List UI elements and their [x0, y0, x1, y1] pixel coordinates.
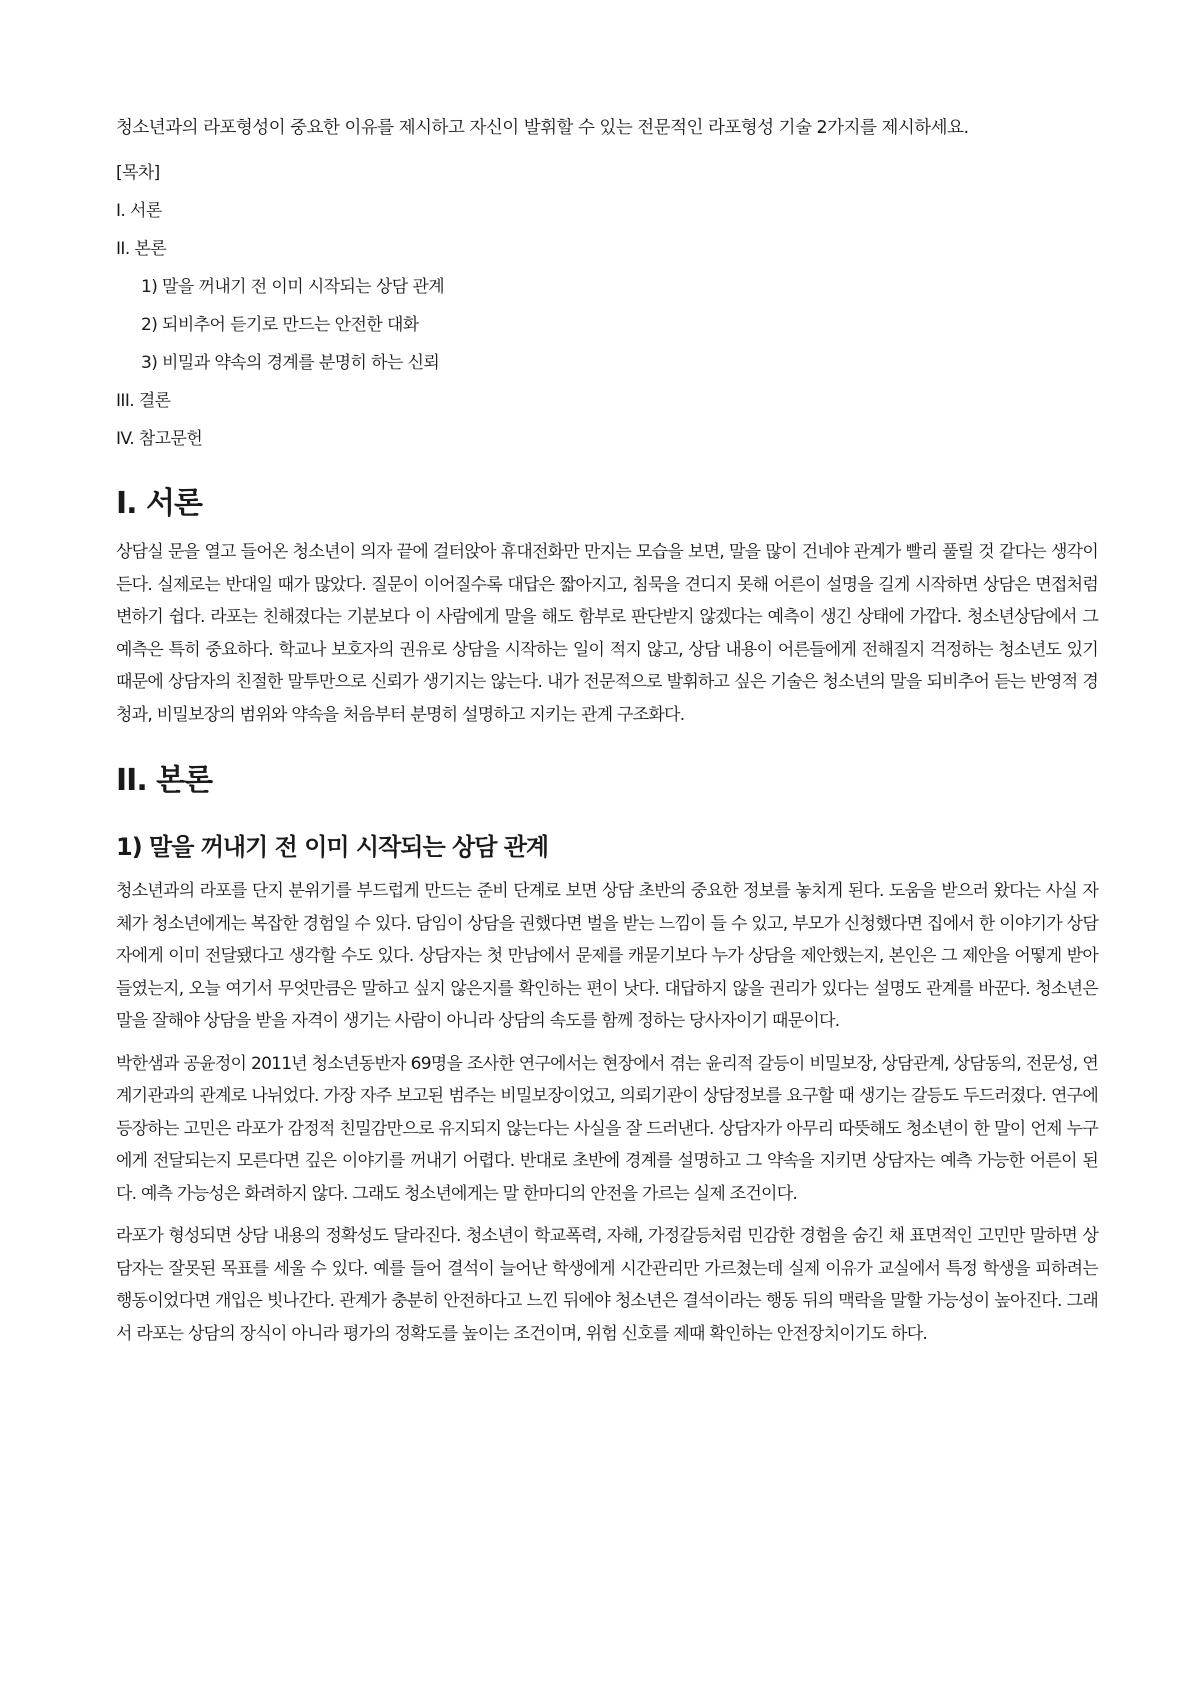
toc-item: III. 결론 [116, 391, 171, 411]
table-of-contents [116, 154, 1098, 458]
intro-paragraph: 상담실 문을 열고 들어온 청소년이 의자 끝에 걸터앉아 휴대전화만 만지는 모습을 보면, 말을 많이 건네야 관계가 빨리 풀릴 것 같다는 생각이 든다. 실제로는 반대일 때가 많았다. 질문이 이어질수록 대답은 짧아지고, 침묵을 견디지 못해 어른이 설명을 길게 시작하면 상담은 면접처럼 변하기 쉽다. 라포는 친해졌다는 기분보다 이 사람에게 말을 해도 함부로 판단받지 않겠다는 예측이 생긴 상태에 가깝다. 청소년상담에서 그 예측은 특히 중요하다. 학교나 보호자의 권유로 상담을 시작하는 일이 적지 않고, 상담 내용이 어른들에게 전해질지 걱정하는 청소년도 있기 때문에 상담자의 친절한 말투만으로 신뢰가 생기지는 않는다. 내가 전문적으로 발휘하고 싶은 기술은 청소년의 말을 되비추어 듣는 반영적 경청과, 비밀보장의 범위와 약속을 처음부터 분명히 설명하고 지키는 관계 구조화다. [116, 542, 1098, 725]
body-paragraph: 박한샘과 공윤정이 2011년 청소년동반자 69명을 조사한 연구에서는 현장에서 겪는 윤리적 갈등이 비밀보장, 상담관계, 상담동의, 전문성, 연계기관과의 관계로 나뉘었다. 가장 자주 보고된 범주는 비밀보장이었고, 의뢰기관이 상담정보를 요구할 때 생기는 갈등도 두드러졌다. 연구에 등장하는 고민은 라포가 감정적 친밀감만으로 유지되지 않는다는 사실을 잘 드러낸다. 상담자가 아무리 따뜻해도 청소년이 한 말이 언제 누구에게 전달되는지 모른다면 깊은 이야기를 꺼내기 어렵다. 반대로 초반에 경계를 설명하고 그 약속을 지키면 상담자는 예측 가능한 어른이 된다. 예측 가능성은 화려하지 않다. 그래도 청소년에게는 말 한마디의 안전을 가르는 실제 조건이다. [116, 1053, 1098, 1204]
toc-item: I. 서론 [116, 201, 162, 221]
assignment-prompt: 청소년과의 라포형성이 중요한 이유를 제시하고 자신이 발휘할 수 있는 전문적인 라포형성 기술 2가지를 제시하세요. [116, 118, 969, 138]
toc-item: IV. 참고문헌 [116, 429, 203, 449]
toc-item: II. 본론 [116, 239, 167, 259]
toc-subitem: 2) 되비추어 듣기로 만드는 안전한 대화 [141, 315, 419, 335]
body-paragraph: 청소년과의 라포를 단지 분위기를 부드럽게 만드는 준비 단계로 보면 상담 초반의 중요한 정보를 놓치게 된다. 도움을 받으러 왔다는 사실 자체가 청소년에게는 복잡한 경험일 수 있다. 담임이 상담을 권했다면 벌을 받는 느낌이 들 수 있고, 부모가 신청했다면 집에서 한 이야기가 상담자에게 이미 전달됐다고 생각할 수도 있다. 상담자는 첫 만남에서 문제를 캐묻기보다 누가 상담을 제안했는지, 본인은 그 제안을 어떻게 받아들였는지, 오늘 여기서 무엇만큼은 말하고 싶지 않은지를 확인하는 편이 낫다. 대답하지 않을 권리가 있다는 설명도 관계를 바꾼다. 청소년은 말을 잘해야 상담을 받을 자격이 생기는 사람이 아니라 상담의 속도를 함께 정하는 당사자이기 때문이다. [116, 881, 1098, 1031]
toc-subitem: 3) 비밀과 약속의 경계를 분명히 하는 신뢰 [141, 353, 440, 373]
toc-heading: [목차] [116, 163, 160, 183]
subsection-heading-1: 1) 말을 꺼내기 전 이미 시작되는 상담 관계 [116, 833, 549, 861]
document-page [116, 112, 1098, 1360]
section-heading-body: II. 본론 [116, 763, 213, 798]
toc-subitem: 1) 말을 꺼내기 전 이미 시작되는 상담 관계 [141, 277, 445, 297]
body-paragraph: 라포가 형성되면 상담 내용의 정확성도 달라진다. 청소년이 학교폭력, 자해, 가정갈등처럼 민감한 경험을 숨긴 채 표면적인 고민만 말하면 상담자는 잘못된 목표를 세울 수 있다. 예를 들어 결석이 늘어난 학생에게 시간관리만 가르쳤는데 실제 이유가 교실에서 특정 학생을 피하려는 행동이었다면 개입은 빗나간다. 관계가 충분히 안전하다고 느낀 뒤에야 청소년은 결석이라는 행동 뒤의 맥락을 말할 가능성이 높아진다. 그래서 라포는 상담의 장식이 아니라 평가의 정확도를 높이는 조건이며, 위험 신호를 제때 확인하는 안전장치이기도 하다. [116, 1226, 1098, 1344]
section-heading-intro: I. 서론 [116, 486, 202, 521]
